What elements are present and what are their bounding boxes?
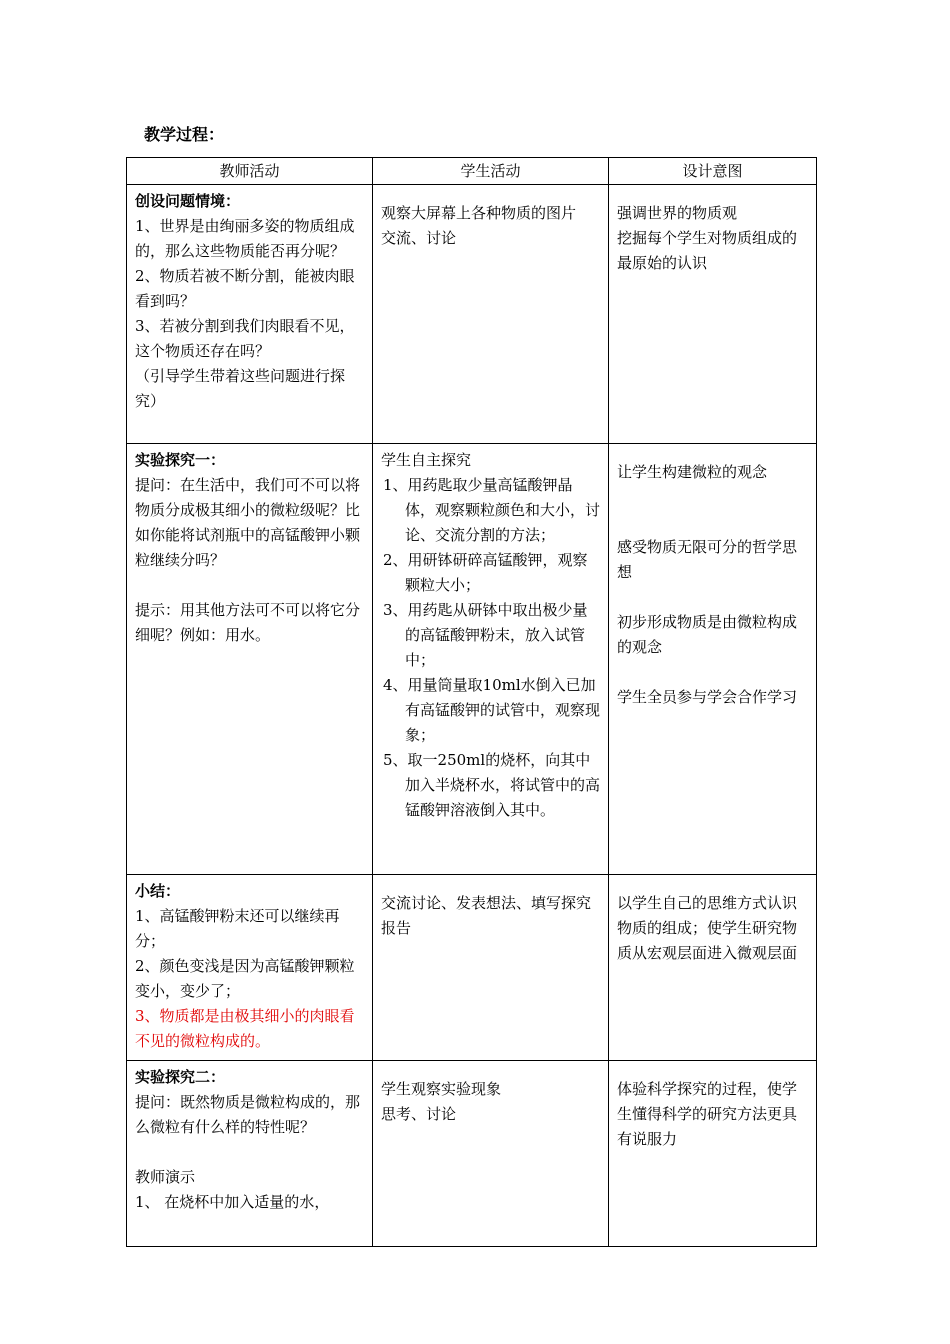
teacher-text: 教师演示 bbox=[135, 1168, 196, 1186]
student-cell bbox=[373, 185, 609, 444]
intent-cell bbox=[609, 1061, 817, 1247]
table-row bbox=[127, 875, 817, 1061]
table-header-row bbox=[127, 158, 817, 185]
intent-cell bbox=[609, 185, 817, 444]
student-cell bbox=[373, 444, 609, 875]
teacher-text: 1、世界是由绚丽多姿的物质组成的，那么这些物质能否再分呢？ bbox=[135, 217, 355, 260]
spacer bbox=[135, 573, 365, 598]
header-teacher-activity: 教师活动 bbox=[127, 158, 373, 185]
student-step: 5、取一250ml的烧杯，向其中加入半烧杯水，将试管中的高锰酸钾溶液倒入其中。 bbox=[383, 751, 601, 819]
intent-text: 体验科学探究的过程，使学生懂得科学的研究方法更具有说服力 bbox=[617, 1080, 798, 1148]
header-student-activity: 学生活动 bbox=[373, 158, 609, 185]
student-cell bbox=[373, 875, 609, 1061]
student-step: 3、用药匙从研钵中取出极少量的高锰酸钾粉末，放入试管中； bbox=[383, 601, 588, 669]
student-step: 2、用研钵研碎高锰酸钾，观察颗粒大小； bbox=[383, 551, 588, 594]
row-title: 实验探究二： bbox=[135, 1068, 226, 1086]
teacher-conclusion-highlight: 3、物质都是由极其细小的肉眼看不见的微粒构成的。 bbox=[135, 1007, 355, 1050]
teacher-text: 1、 在烧杯中加入适量的水， bbox=[135, 1193, 330, 1211]
intent-text: 初步形成物质是由微粒构成的观念 bbox=[617, 613, 798, 656]
row-title: 实验探究一： bbox=[135, 451, 226, 469]
intent-text: 强调世界的物质观 bbox=[617, 204, 738, 222]
spacer bbox=[135, 1140, 365, 1165]
lesson-process-table bbox=[126, 157, 817, 1247]
intent-text: 以学生自己的思维方式认识物质的组成；使学生研究物质从宏观层面进入微观层面 bbox=[617, 894, 798, 962]
student-text: 交流讨论、发表想法、填写探究报告 bbox=[381, 894, 592, 937]
spacer bbox=[617, 510, 809, 535]
spacer bbox=[617, 585, 809, 610]
teacher-text: （引导学生带着这些问题进行探究） bbox=[135, 367, 346, 410]
row-title: 创设问题情境： bbox=[135, 192, 241, 210]
spacer bbox=[617, 660, 809, 685]
table-row bbox=[127, 444, 817, 875]
teacher-cell bbox=[127, 444, 373, 875]
intent-text: 感受物质无限可分的哲学思想 bbox=[617, 538, 798, 581]
student-text: 学生观察实验现象 bbox=[381, 1080, 502, 1098]
teacher-text: 3、若被分割到我们肉眼看不见，这个物质还存在吗？ bbox=[135, 317, 355, 360]
student-text: 观察大屏幕上各种物质的图片 bbox=[381, 204, 577, 222]
student-text: 思考、讨论 bbox=[381, 1105, 457, 1123]
intent-cell bbox=[609, 444, 817, 875]
teacher-text: 提问：在生活中，我们可不可以将物质分成极其细小的微粒级呢？比如你能将试剂瓶中的高锰酸钾小颗粒继续分吗？ bbox=[135, 476, 361, 569]
student-step: 4、用量筒量取10ml水倒入已加有高锰酸钾的试管中，观察现象； bbox=[383, 676, 601, 744]
section-heading: 教学过程： bbox=[144, 125, 225, 144]
student-cell bbox=[373, 1061, 609, 1247]
teacher-text: 2、物质若被不断分割，能被肉眼看到吗？ bbox=[135, 267, 355, 310]
teacher-text: 2、颜色变浅是因为高锰酸钾颗粒变小，变少了； bbox=[135, 957, 355, 1000]
teacher-text: 提问：既然物质是微粒构成的，那么微粒有什么样的特性呢？ bbox=[135, 1093, 361, 1136]
intent-text: 学生全员参与学会合作学习 bbox=[617, 688, 798, 706]
teacher-text: 1、高锰酸钾粉末还可以继续再分； bbox=[135, 907, 340, 950]
header-design-intent: 设计意图 bbox=[609, 158, 817, 185]
teacher-cell bbox=[127, 1061, 373, 1247]
spacer bbox=[617, 485, 809, 510]
student-title: 学生自主探究 bbox=[381, 451, 472, 469]
teacher-cell bbox=[127, 185, 373, 444]
table-row bbox=[127, 1061, 817, 1247]
row-title: 小结： bbox=[135, 882, 181, 900]
intent-cell bbox=[609, 875, 817, 1061]
table-row bbox=[127, 185, 817, 444]
teacher-text: 提示：用其他方法可不可以将它分细呢？例如：用水。 bbox=[135, 601, 361, 644]
intent-text: 让学生构建微粒的观念 bbox=[617, 463, 768, 481]
student-text: 交流、讨论 bbox=[381, 229, 457, 247]
intent-text: 挖掘每个学生对物质组成的最原始的认识 bbox=[617, 229, 798, 272]
student-step: 1、用药匙取少量高锰酸钾晶体，观察颗粒颜色和大小，讨论、交流分割的方法； bbox=[383, 476, 601, 544]
teacher-cell bbox=[127, 875, 373, 1061]
